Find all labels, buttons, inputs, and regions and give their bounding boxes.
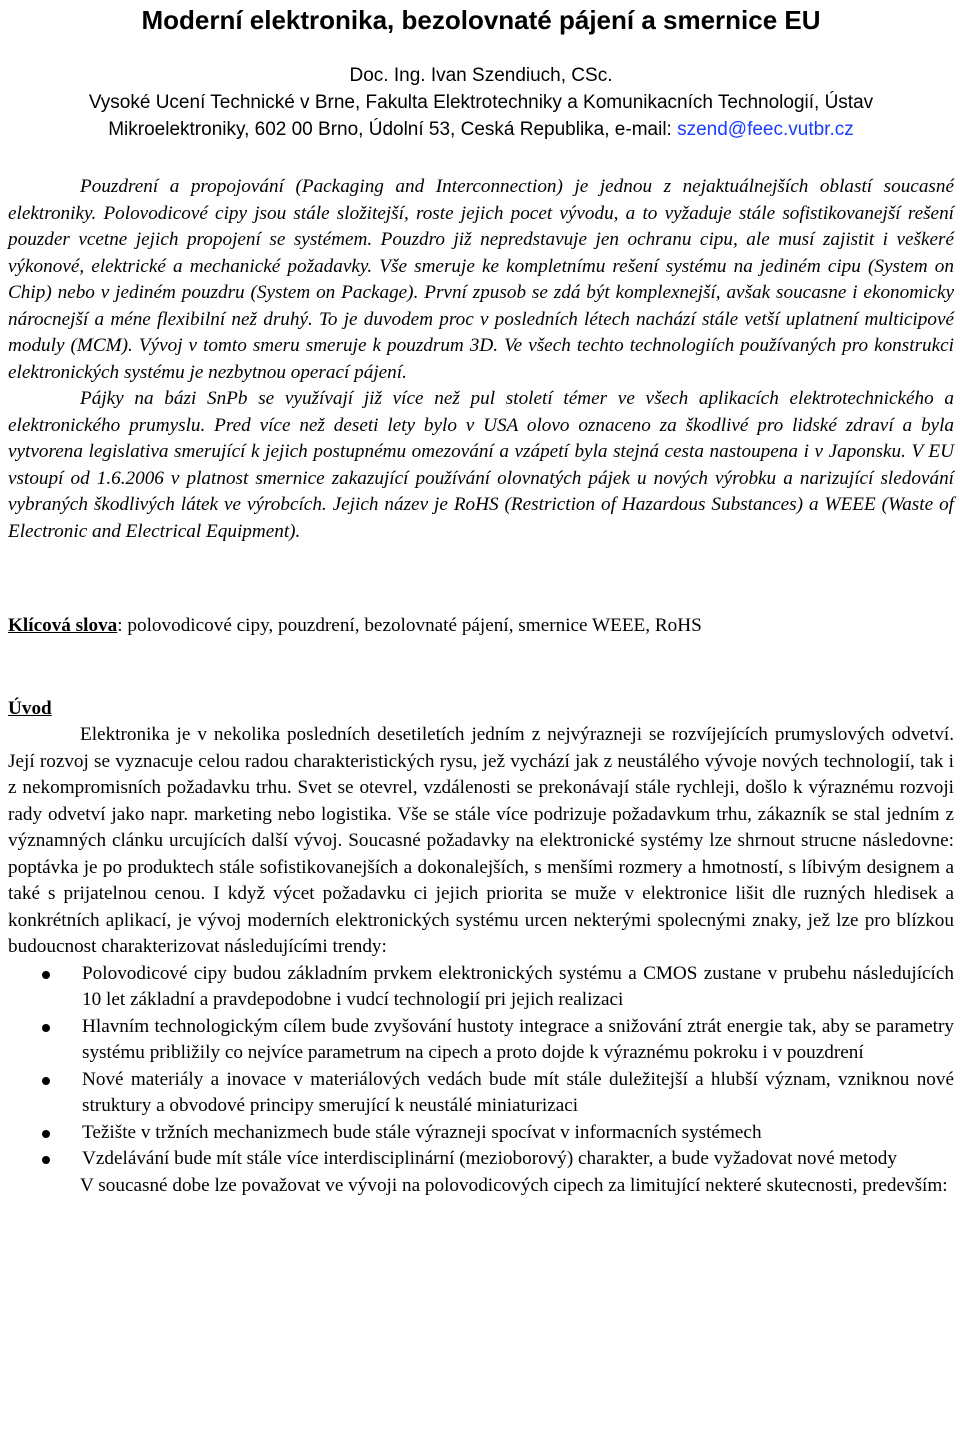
list-item-text: Vzdelávání bude mít stále více interdisciplinární (mezioborový) charakter, a bude vyžadovat nové metody <box>82 1148 897 1169</box>
abstract-paragraph-1: Pouzdrení a propojování (Packaging and Interconnection) je jednou z nejaktuálnejších oblastí soucasné elektroniky. Polovodicové cipy jsou stále složitejší, roste jejich pocet vývodu, a to vyžaduje stále sofistikovanejší rešení pouzder vcetne jejich propojení se systémem. Pouzdro již nepredstavuje jen ochranu cipu, ale musí zajistit i veškeré výkonové, elektrické a mechanické požadavky. Vše smeruje ke kompletnímu rešení systému na jediném cipu (System on Chip) nebo v jediném pouzdru (System on Package). První zpusob se zdá být komplexnejší, avšak soucasne i ekonomicky nárocnejší a méne flexibilní než druhý. To je duvodem proc v posledních létech nachází stále vetší uplatnení multicipové moduly (MCM). Vývoj v tomto smeru smeruje k pouzdrum 3D. Ve všech techto technologiích používaných pro konstrukci elektronických systému je nezbytnou operací pájení. <box>8 176 954 383</box>
list-item <box>8 1014 954 1067</box>
keywords <box>8 613 954 640</box>
bullet-icon <box>42 1024 50 1032</box>
paper-title: Moderní elektronika, bezolovnaté pájení a smernice EU <box>141 5 821 35</box>
trends-list <box>8 961 954 1173</box>
list-item-text: Hlavním technologickým cílem bude zvyšování hustoty integrace a snižování ztrát energie tak, aby se parametry systému približily co nejvíce parametrum na cipech a proto dojde k výraznému pokroku i v pouzdrení <box>82 1015 954 1063</box>
list-item <box>8 1120 954 1147</box>
section-heading-intro: Úvod <box>8 697 52 719</box>
list-item <box>8 961 954 1014</box>
list-item-text: Težište v tržních mechanizmech bude stále výrazneji spocívat v informacních systémech <box>82 1121 762 1143</box>
affiliation-line-2 <box>8 116 954 143</box>
abstract-paragraph-2: Pájky na bázi SnPb se využívají již více než pul století témer ve všech aplikacích elektrotechnického a elektronického prumyslu. Pred více než deseti lety bylo v USA olovo oznaceno za škodlivé pro lidské zdraví a byla vytvorena legislativa smerující k jejich postupnému omezování a vzápetí byla stejná cesta nastoupena i v Japonsku. V EU vstoupí od 1.6.2006 v platnost smernice zakazující používání olovnatých pájek u nových výrobku a narizující sledování vybraných škodlivých látek ve výrobcích. Jejich název je RoHS (Restriction of Hazardous Substances) a WEEE (Waste of Electronic and Electrical Equipment). <box>8 388 954 542</box>
keywords-text: : polovodicové cipy, pouzdrení, bezolovnaté pájení, smernice WEEE, RoHS <box>117 615 702 636</box>
document-page <box>8 0 954 1199</box>
email-link[interactable]: szend@feec.vutbr.cz <box>677 119 854 140</box>
keywords-label: Klícová slova <box>8 615 118 636</box>
closing-paragraph: V soucasné dobe lze považovat ve vývoji na polovodicových cipech za limitující nekteré skutecnosti, predevším: <box>80 1174 948 1196</box>
intro-paragraph: Elektronika je v nekolika posledních desetiletích jedním z nejvýrazneji se rozvíjejících prumyslových odvetví. Její rozvoj se vyznacuje celou radou charakteristických rysu, jež vychází jak z neustálého vývoje nových technologií, tak i z nekompromisních požadavku trhu. Svet se otevrel, vzdálenosti se prekonávají stále rychleji, došlo k výraznému rozvoji rady odvetví jako napr. marketing nebo logistika. Vše se stále více podrizuje požadavkum trhu, zákazník se stal jedním z významných clánku urcujících další vývoj. Soucasné požadavky na elektronické systémy lze shrnout strucne následovne: poptávka je po produktech stále sofistikovanejších a dokonalejších, s menšími rozmery a hmotností, s líbivým designem a také s prijatelnou cenou. I když výcet požadavku ci jejich priorita se muže v elektronice lišit dle ruzných hledisek a konkrétních aplikací, je vývoj moderních elektronických systému urcen nekterými spolecnými znaky, jež lze pro blízkou budoucnost charakterizovat následujícími trendy: <box>8 724 954 957</box>
author-block <box>8 62 954 143</box>
affiliation-address: Mikroelektroniky, 602 00 Brno, Údolní 53, Ceská Republika, e-mail: <box>108 119 678 140</box>
affiliation-line-1: Vysoké Ucení Technické v Brne, Fakulta Elektrotechniky a Komunikacních Technologií, Ústav <box>88 92 874 113</box>
list-item <box>8 1067 954 1120</box>
bullet-icon <box>42 971 50 979</box>
abstract <box>8 174 954 545</box>
list-item <box>8 1146 954 1173</box>
list-item-text: Nové materiály a inovace v materiálových vedách bude mít stále duležitejší a hlubší význam, vzniknou nové struktury a obvodové principy smerující k neustálé miniaturizaci <box>82 1068 954 1116</box>
intro-section <box>8 722 954 1199</box>
bullet-icon <box>42 1156 50 1164</box>
author-name: Doc. Ing. Ivan Szendiuch, CSc. <box>349 65 613 86</box>
bullet-icon <box>42 1077 50 1085</box>
bullet-icon <box>42 1130 50 1138</box>
list-item-text: Polovodicové cipy budou základním prvkem elektronických systému a CMOS zustane v prubehu následujících 10 let základní a pravdepodobne i vudcí technologií pri jejich realizaci <box>82 962 954 1010</box>
